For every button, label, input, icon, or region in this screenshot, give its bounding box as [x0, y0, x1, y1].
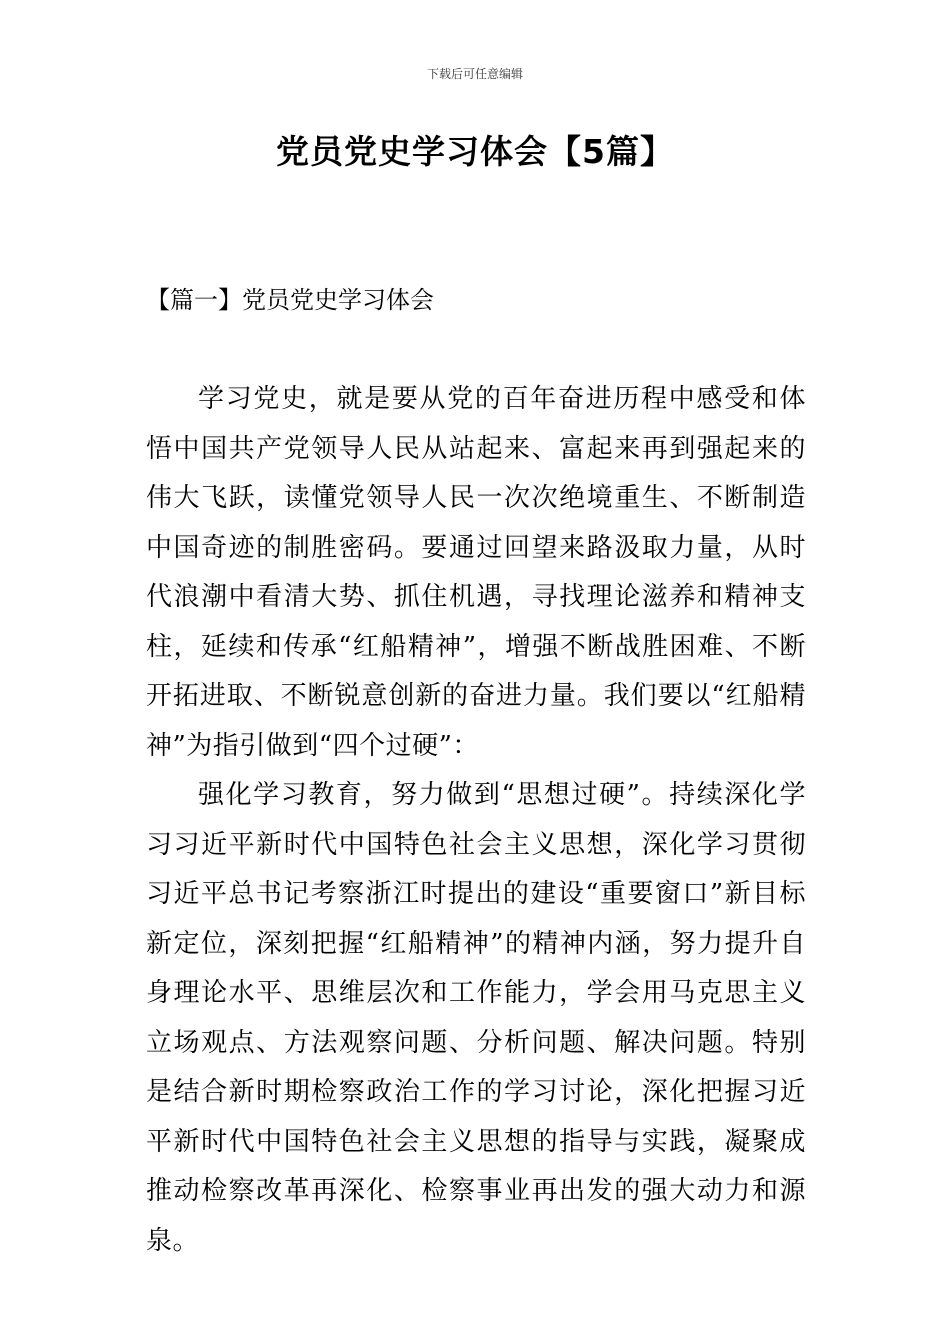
paragraph: 学习党史，就是要从党的百年奋进历程中感受和体悟中国共产党领导人民从站起来、富起来再到强起来的伟大飞跃，读懂党领导人民一次次绝境重生、不断制造中国奇迹的制胜密码。要通过回望来路汲取力量，从时代浪潮中看清大势、抓住机遇，寻找理论滋养和精神支柱，延续和传承“红船精神”，增强不断战胜困难、不断开拓进取、不断锐意创新的奋进力量。我们要以“红船精神”为指引做到“四个过硬”：: [146, 384, 806, 761]
paragraph: 强化学习教育，努力做到“思想过硬”。持续深化学习习近平新时代中国特色社会主义思想，深化学习贯彻习近平总书记考察浙江时提出的建设“重要窗口”新目标新定位，深刻把握“红船精神”的精神内涵，努力提升自身理论水平、思维层次和工作能力，学会用马克思主义立场观点、方法观察问题、分析问题、解决问题。特别是结合新时期检察政治工作的学习讨论，深化把握习近平新时代中国特色社会主义思想的指导与实践，凝聚成推动检察改革再深化、检察事业再出发的强大动力和源泉。: [146, 780, 806, 1256]
document-title: 党员党史学习体会【5篇】: [276, 132, 674, 171]
body-text: [146, 375, 806, 1266]
header-note: 下载后可任意编辑: [426, 67, 523, 81]
section-heading: 【篇一】党员党史学习体会: [146, 286, 434, 314]
